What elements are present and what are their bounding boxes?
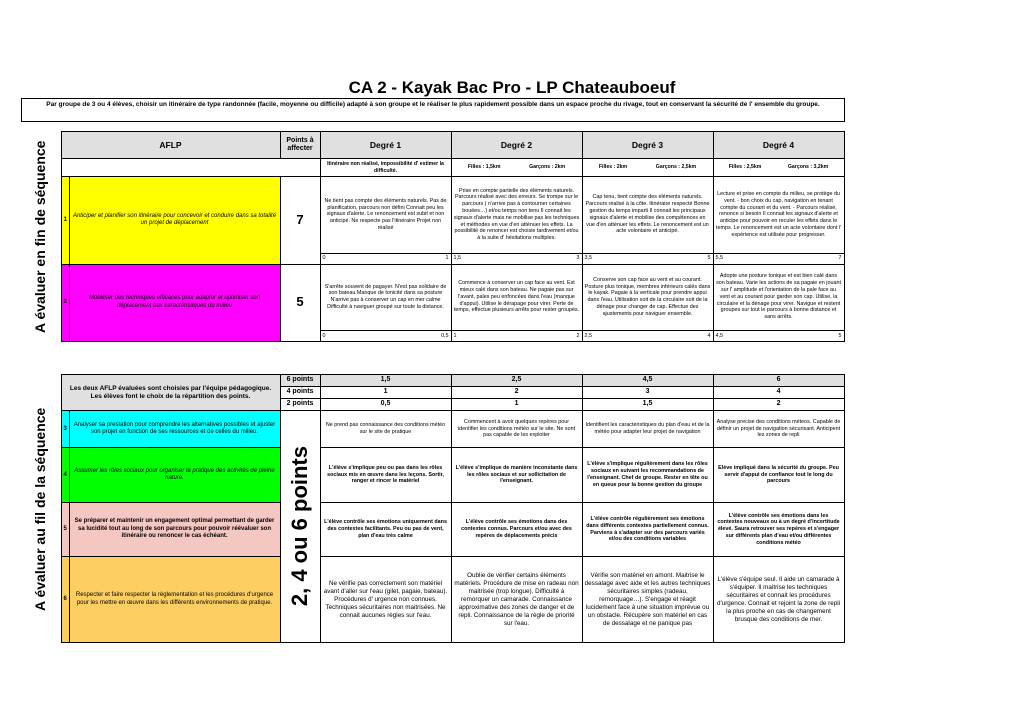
aflp-5-degree-1: L'élève contrôle ses émotions uniquement dans des contextes facilitants. Peu ou pas de vent, plan d'eau très calme — [320, 503, 451, 557]
aflp-1-number: 1 — [61, 177, 69, 265]
top-side-label-cell — [21, 132, 61, 342]
points-row-label: 4 points — [280, 387, 320, 399]
aflp-6-degree-2: Oublie de vérifier certains éléments matériels. Procédure de mise en radeau non maitrisée (trop longue). Difficulté à remorquer un camarade. Connaissance approximative des zones de danger et de repli. Connaissance de la règle de priorité sur l'eau. — [451, 557, 582, 643]
points-4-degree-1: 1 — [320, 387, 451, 399]
aflp-3-degree-3: Identifient les caractéristiques du plan d'eau et de la météo pour adapter leur projet de navigation — [582, 411, 713, 448]
aflp-3-label: Analyser sa prestation pour comprendre les alternatives possibles et ajuster son projet en fonction de ses ressources et de celles du milieu. — [69, 411, 280, 448]
aflp-5-degree-2: L'élève contrôle ses émotions dans des contextes connus. Parcours et/ou avec des repères de déplacements précis — [451, 503, 582, 557]
degree-2-header: Degré 2 — [451, 132, 582, 159]
aflp-2-scale-2 — [451, 331, 582, 342]
degree-3-condition — [582, 159, 713, 177]
scale-min: 2,5 — [584, 332, 593, 339]
aflp-4-degree-4: Elève impliqué dans la sécurité du groupe. Peu servir d'appui de confiance tout le long du parcours — [713, 448, 844, 503]
scale-min: 0 — [322, 332, 326, 339]
points-6-degree-4: 6 — [713, 375, 844, 387]
aflp-2-points: 5 — [280, 264, 320, 342]
aflp-1-scale-3 — [582, 253, 713, 264]
scale-max: 5 — [707, 255, 711, 262]
aflp-2-label: Mobiliser des techniques efficaces pour adapter et optimiser son déplacement aux caractéristiques du milieu — [69, 264, 280, 342]
aflp-5-number: 5 — [61, 503, 69, 557]
scale-max: 1 — [445, 255, 449, 262]
aflp-3-number: 3 — [61, 411, 69, 448]
aflp-1-degree-3: Cap tenu, tient compte des éléments naturels. Parcours réalisé à la côte. Itinéraire respecté Bonne gestion du temps imparti Il connait les principaux signaux d'alerte et mobilise des compétences en vue d'en atténuer les effets. Le renoncement est un acte volontaire et anticipé. — [582, 177, 713, 254]
scale-min: 5,5 — [715, 255, 724, 262]
points-2-degree-1: 0,5 — [320, 399, 451, 411]
points-vertical-label: 2, 4 ou 6 points — [286, 446, 312, 607]
points-6-degree-1: 1,5 — [320, 375, 451, 387]
scale-min: 3,5 — [584, 255, 593, 262]
aflp-1-degree-1: Ne tient pas compte des éléments naturels. Pas de planification, parcours non défini Connait peu les signaux d'alerte. Le renoncement est subit et non anticipé. Ne respecte pas l'itinéraire Projet non réalisé — [320, 177, 451, 254]
degree-4-girls: Filles : 2,5km — [728, 164, 762, 171]
scale-max: 3 — [576, 255, 580, 262]
aflp-header: AFLP — [61, 132, 280, 159]
scale-max: 0,5 — [441, 332, 449, 339]
aflp-6-degree-1: Ne vérifie pas correctement son matériel avant d'aller sur l'eau (gilet, pagaie, bateau). Procédures d' urgence non connues. Techniques sécuritaires non maitrisées. Ne connait aucunes règles sur l'eau. — [320, 557, 451, 643]
aflp-2-number: 2 — [61, 264, 69, 342]
aflp-1-scale-4 — [713, 253, 844, 264]
points-2-degree-2: 1 — [451, 399, 582, 411]
aflp-1-degree-4: Lecture et prise en compte du milieu, se protège du vent. - bon choix du cap, navigation en tenant compte du courant et du vent. - Parcours réalisé, renonce si besoin Il connait les signaux d'alerte et anticipe pour pouvoir en reculer les effets dans le temps. Le renoncement est un acte volontaire dont l' expérience est utilisée pour progresser. — [713, 177, 844, 254]
degree-4-condition — [713, 159, 844, 177]
bottom-side-label-cell — [21, 375, 61, 643]
aflp-5-label: Se préparer et maintenir un engagement optimal permettant de garder sa lucidité tout au long de son parcours pour pouvoir réévaluer son itinéraire ou renoncer le cas échéant. — [69, 503, 280, 557]
degree-2-boys: Garçons : 2km — [529, 164, 566, 171]
scale-max: 7 — [838, 255, 842, 262]
points-4-degree-4: 4 — [713, 387, 844, 399]
aflp-4-number: 4 — [61, 448, 69, 503]
aflp-1-label: Anticiper et planifier son itinéraire pour concevoir et conduire dans sa totalité un projet de déplacement — [69, 177, 280, 265]
points-6-degree-3: 4,5 — [582, 375, 713, 387]
aflp-1-degree-2: Prise en compte partielle des éléments naturels. Parcours réalisé avec des erreurs. Se trompe sur le parcours ( n'arrive pas à contourner certaines bouées…) et/ou temps non tenu Il connait les signaux d'alerte mais ne mobilise pas les techniques et méthodes en vue d'en atténuer les effets. La possibilité de renoncer est choisie tardivement et/ou à la suite d' hésitations multiples. — [451, 177, 582, 254]
scale-min: 1,5 — [453, 255, 462, 262]
aflp-5-degree-3: L'élève contrôle régulièrement ses émotions dans différents contextes partiellement connus. Parviens à s'adapter sur des parcours variés et/ou des conditions variables — [582, 503, 713, 557]
degree-3-header: Degré 3 — [582, 132, 713, 159]
aflp-3-degree-2: Commencent à avoir quelques repères pour identifier les conditions météo sur le site. Ne sont pas capable de les exploiter — [451, 411, 582, 448]
scale-min: 0 — [322, 255, 326, 262]
degree-1-header: Degré 1 — [320, 132, 451, 159]
aflp-2-degree-1: S'arrête souvent de pagayer. N'est pas solidaire de son bateau Manque de tonicité dans sa posture N'arrive pas à conserver un cap en mer calme Difficulté à naviguer groupé sur toute la distance. — [320, 264, 451, 331]
points-header: Points à affecter — [280, 132, 320, 159]
aflp-4-degree-2: L'élève s'implique de manière inconstante dans les rôles sociaux et sur sollicitation de l'enseignant. — [451, 448, 582, 503]
aflp-3-degree-4: Analyse precise des conditions méteos. Capable de définir un projet de navigation sécurisant. Anticipent les zones de repli — [713, 411, 844, 448]
aflp-6-number: 6 — [61, 557, 69, 643]
degree-3-boys: Garçons : 2,5km — [655, 164, 697, 171]
degree-4-header: Degré 4 — [713, 132, 844, 159]
blank-sub-cell — [61, 159, 320, 177]
scale-min: 4,5 — [715, 332, 724, 339]
aflp-2-degree-3: Conserve son cap face au vent et au courant. Posture plus tonique, membres inférieurs calés dans le kayak. Pagaie à la verticale pour prendre appui dans l'eau. Utilisation soit de la circulaire soit de la dénage pour changer de cap. Effectue des ajustements pour naviguer ensemble. — [582, 264, 713, 331]
aflp-1-scale-2 — [451, 253, 582, 264]
points-vertical-cell — [280, 411, 320, 643]
top-table — [21, 131, 845, 342]
aflp-2-scale-4 — [713, 331, 844, 342]
aflp-2-degree-4: Adopte une posture tonique et est bien calé dans son bateau. Varie les actions de sa pagaie en jouant sur l' amplitude et l'orientation de la pale face au vent et au courant pour garder son cap. Utilise, la circulaire et la dénage pour virer. Navigue et restent groupes sur tout le parcours à bonne distance et sans arrêts. — [713, 264, 844, 331]
degree-1-condition: Itinéraire non réalisé, impossibilité d' estimer la difficulté. — [320, 159, 451, 177]
scale-max: 2 — [576, 332, 580, 339]
top-side-label: A évaluer en fin de séquence — [32, 140, 49, 333]
aflp-2-scale-1 — [320, 331, 451, 342]
scale-min: 1 — [453, 332, 457, 339]
intro-text: Par groupe de 3 ou 4 élèves, choisir un itinéraire de type randonnée (facile, moyenne ou difficile) adapté à son groupe et le réaliser le plus rapidement possible dans un espace proche du rivage, tout en conservant la sécurité de l' ensemble du groupe. — [21, 98, 845, 122]
points-2-degree-3: 1,5 — [582, 399, 713, 411]
degree-2-condition — [451, 159, 582, 177]
bottom-table — [21, 374, 845, 643]
points-6-degree-2: 2,5 — [451, 375, 582, 387]
aflp-6-degree-3: Vérifie son matériel en amont. Maitrise le dessalage avec aide et les autres techniques sécuritaires simples (radeau, remorquage…). S'engage et réagit lucidement face à une situation imprévue ou un obstacle. Récupère son matériel en cas de dessalage et ne panique pas — [582, 557, 713, 643]
aflp-3-degree-1: Ne prend pas connaissance des conditions météo sur le site de pratique — [320, 411, 451, 448]
aflp-1-points: 7 — [280, 177, 320, 265]
scale-max: 5 — [838, 332, 842, 339]
points-row-label: 6 points — [280, 375, 320, 387]
choice-text: Les deux AFLP évaluées sont choisies par l'équipe pédagogique. Les élèves font le choix de la répartition des points. — [61, 375, 280, 411]
aflp-4-degree-1: L'élève s'implique peu ou pas dans les rôles sociaux mis en œuvre dans les leçons. Sortir, ranger et rincer le matériel — [320, 448, 451, 503]
aflp-5-degree-4: L'élève contrôle ses émotions dans les contextes nouveaux ou à un degré d'incertitude élevé. Saura retrouver ses repères et s'engager sur différents plan d'eau et/ou différentes conditions météo — [713, 503, 844, 557]
aflp-2-scale-3 — [582, 331, 713, 342]
aflp-4-degree-3: L'élève s'implique régulièrement dans les rôles sociaux en suivant les recommandations de l'enseignant. Chef de groupe. Rester en tête ou en queue pour la bonne gestion du groupe — [582, 448, 713, 503]
degree-2-girls: Filles : 1,5km — [467, 164, 501, 171]
bottom-side-label: A évaluer au fil de la séquence — [32, 406, 49, 611]
aflp-2-degree-2: Commence à conserver un cap face au vent. Est mieux calé dans son bateau. Ne pagaie pas sur l'avant, pales peu enfoncées dans l'eau (manque d'appui). Utilise le dérapage pour virer. Perte de temps, effectue plusieurs arrêts pour rester groupés. — [451, 264, 582, 331]
scale-max: 4 — [707, 332, 711, 339]
aflp-6-label: Respecter et faire respecter la réglementation et les procédures d'urgence pour les mettre en œuvre dans les différents environnements de pratique. — [69, 557, 280, 643]
degree-3-girls: Filles : 2km — [598, 164, 628, 171]
page-title: CA 2 - Kayak Bac Pro - LP Chateauboeuf — [348, 78, 676, 97]
degree-4-boys: Garçons : 3,2km — [787, 164, 829, 171]
aflp-6-degree-4: L'élève s'équipe seul. Il aide un camarade à s'équiper. Il maitrise les techniques sécuritaires et connait les procédures d'urgence. Connait et rejoint la zone de repli la plus proche en cas de changement brusque des conditions de mer. — [713, 557, 844, 643]
points-4-degree-3: 3 — [582, 387, 713, 399]
aflp-1-scale-1 — [320, 253, 451, 264]
points-row-label: 2 points — [280, 399, 320, 411]
aflp-4-label: Assumer les rôles sociaux pour organiser la pratique des activités de pleine nature. — [69, 448, 280, 503]
points-4-degree-2: 2 — [451, 387, 582, 399]
points-2-degree-4: 2 — [713, 399, 844, 411]
